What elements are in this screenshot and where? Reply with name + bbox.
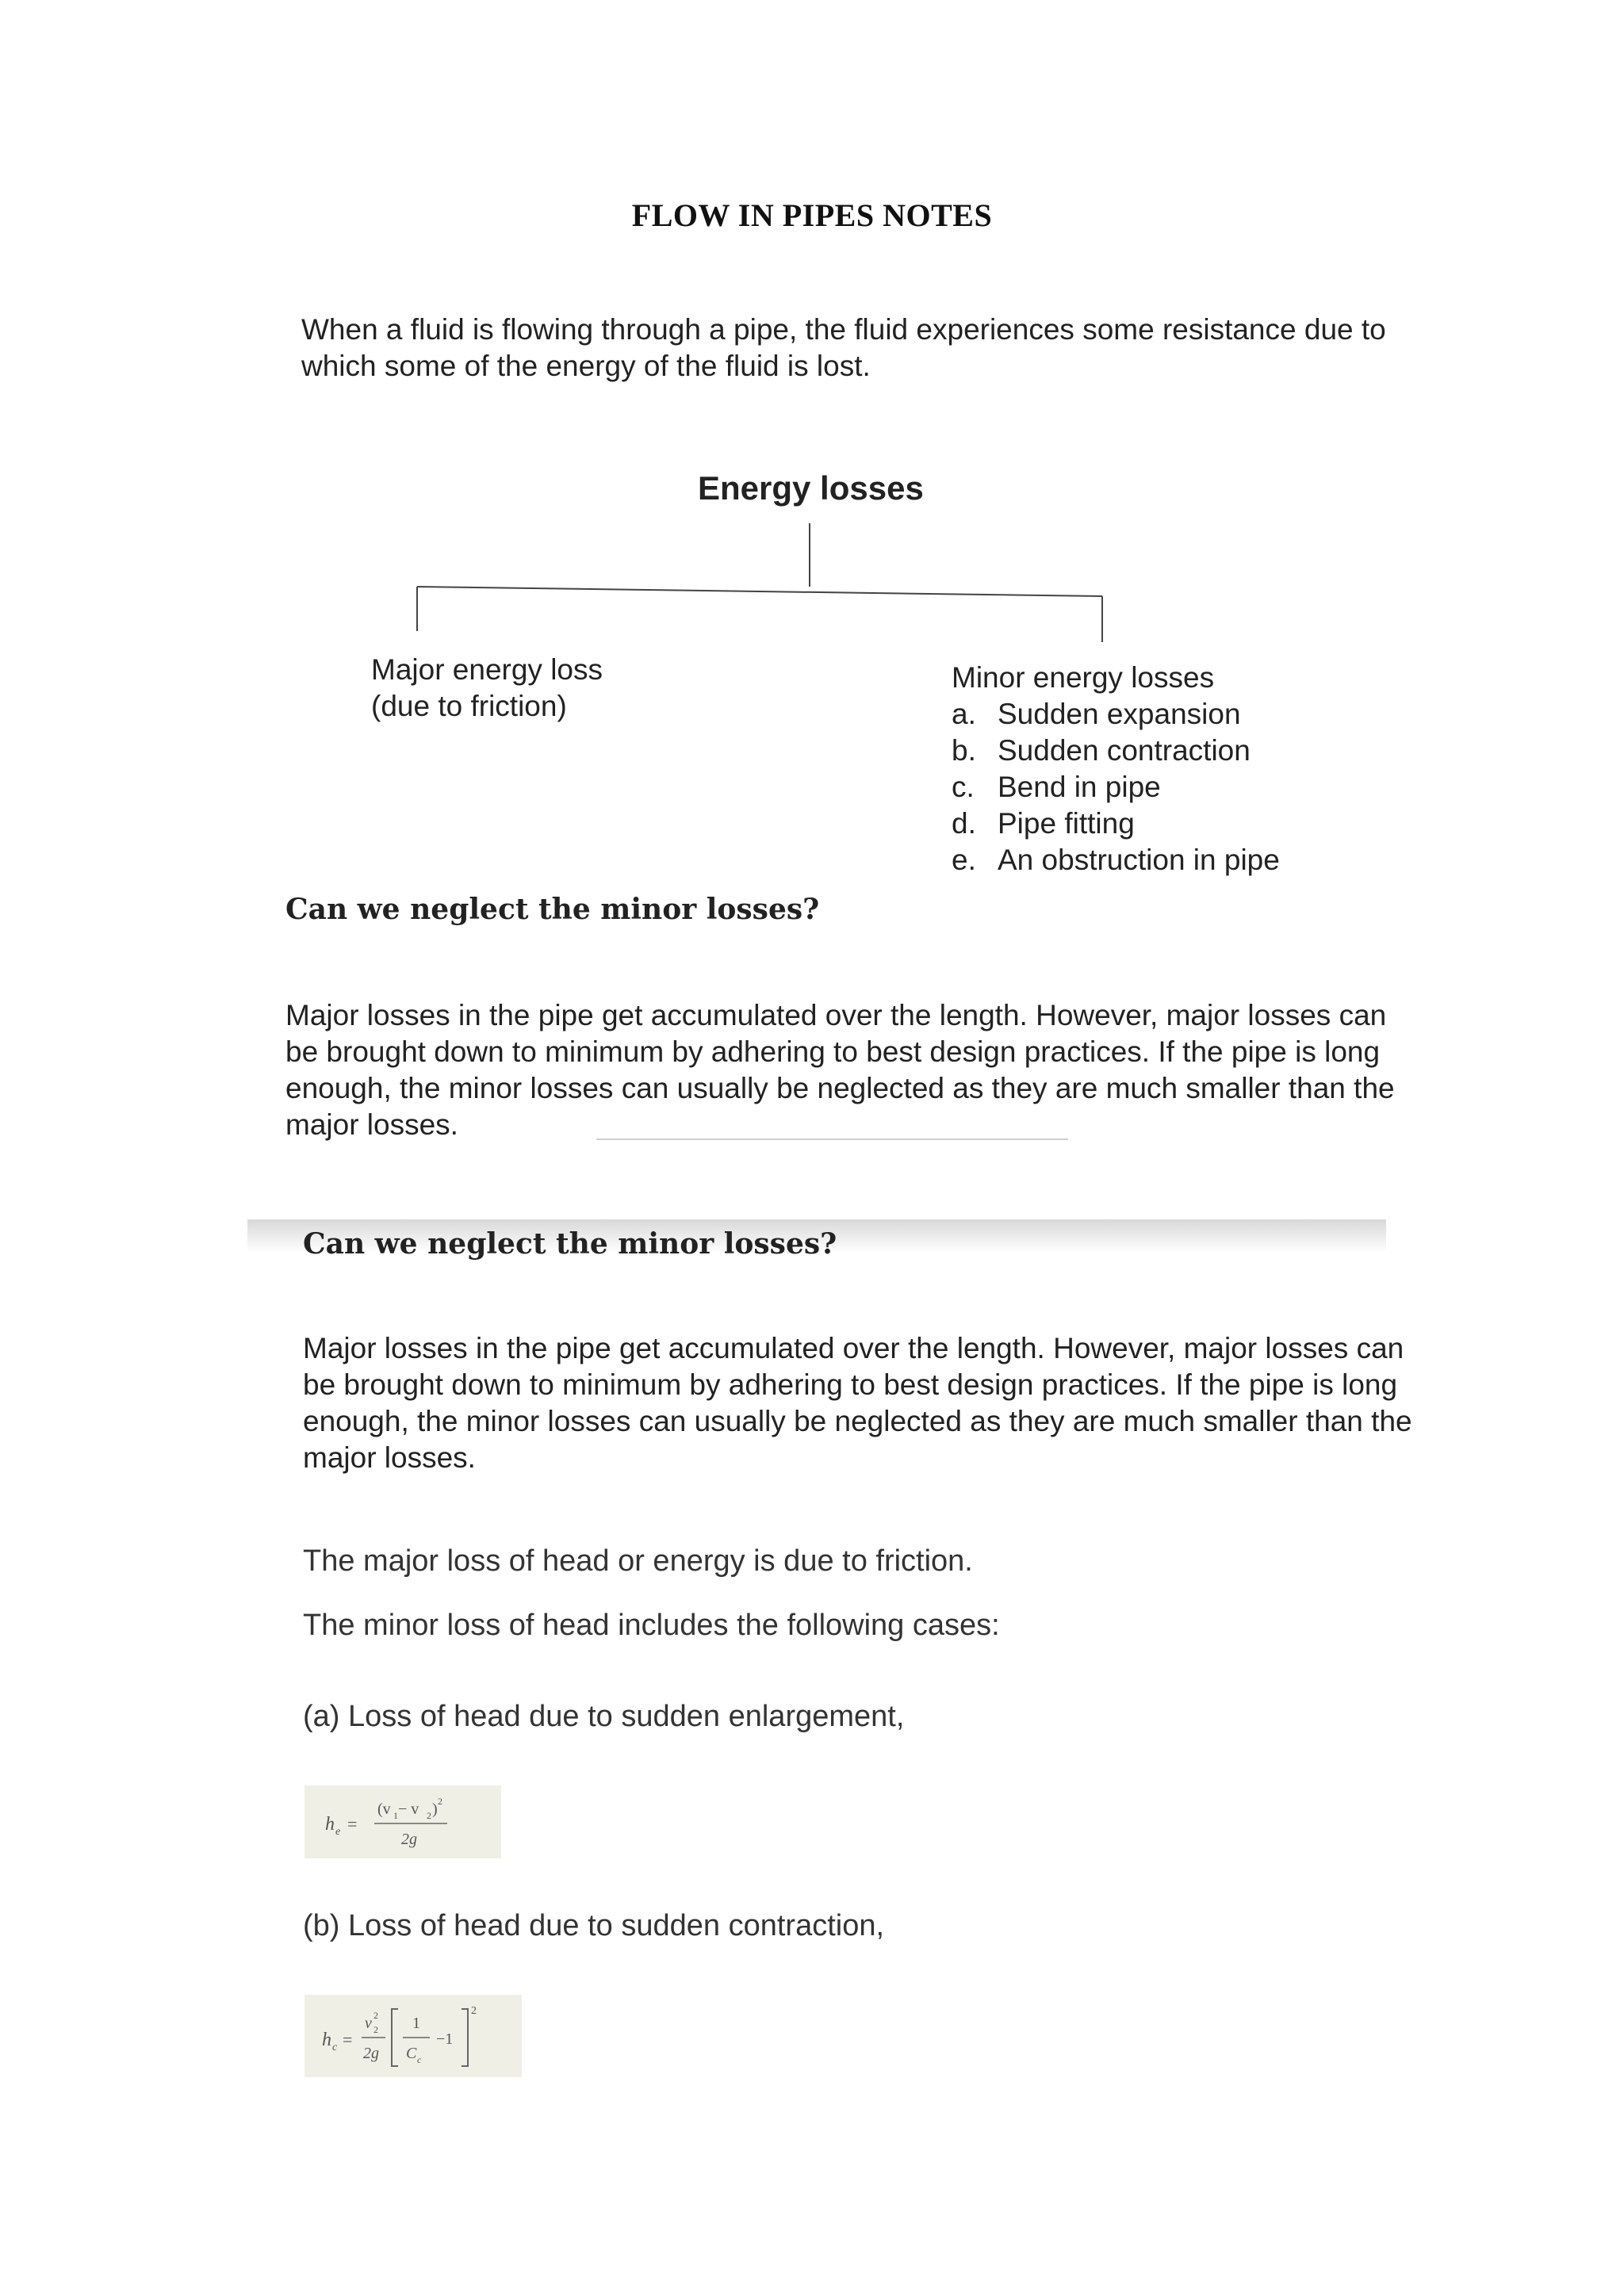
formula-enlargement-svg xyxy=(304,1785,501,1858)
formula-lhs: h xyxy=(322,2030,331,2050)
list-marker: c. xyxy=(952,771,975,803)
list-marker: d. xyxy=(952,807,976,840)
formula-sudden-enlargement xyxy=(304,1785,501,1858)
list-marker: e. xyxy=(952,844,976,876)
list-marker: b. xyxy=(952,734,976,767)
section1-underline-divider xyxy=(596,1138,1068,1140)
formula-denominator: 2g xyxy=(401,1831,417,1848)
formula-numerator-close: ) xyxy=(432,1800,438,1818)
tree-root-label: Energy losses xyxy=(698,469,924,507)
list-marker: a. xyxy=(952,698,976,730)
formula-inner-denominator: C xyxy=(406,2045,417,2062)
formula-numerator-sub1: 1 xyxy=(393,1810,398,1821)
major-energy-loss-label xyxy=(371,652,603,725)
list-item-text: Sudden contraction xyxy=(998,734,1251,767)
case-a-heading: (a) Loss of head due to sudden enlargement, xyxy=(303,1700,905,1733)
formula-numerator-sub2: 2 xyxy=(427,1810,431,1821)
list-item xyxy=(952,733,1280,769)
formula-frac-denominator: 2g xyxy=(363,2045,379,2062)
formula-numerator-mid: − v xyxy=(398,1800,419,1818)
document-title: FLOW IN PIPES NOTES xyxy=(631,197,993,233)
formula-frac-numerator-exp: 2 xyxy=(373,2010,378,2021)
list-item xyxy=(952,769,1280,806)
formula-contraction-svg xyxy=(304,1995,522,2077)
list-item-text: An obstruction in pipe xyxy=(998,844,1280,876)
formula-lhs-subscript: c xyxy=(332,2042,338,2053)
formula-lhs-subscript: e xyxy=(335,1826,341,1838)
formula-frac-numerator-sub: 2 xyxy=(373,2024,378,2035)
intro-paragraph: When a fluid is flowing through a pipe, the fluid experiences some resistance due to which some of the energy of the fluid is lost. xyxy=(301,313,1386,382)
formula-left-bracket xyxy=(392,2009,398,2066)
section2-question-heading: Can we neglect the minor losses? xyxy=(303,1227,837,1261)
formula-equals: = xyxy=(343,2030,353,2049)
major-loss-statement: The major loss of head or energy is due to friction. xyxy=(303,1544,973,1578)
formula-outer-exponent: 2 xyxy=(471,2005,477,2017)
minor-energy-losses-title: Minor energy losses xyxy=(952,661,1215,694)
list-item-text: Pipe fitting xyxy=(998,807,1135,840)
formula-numerator-open: (v xyxy=(377,1800,391,1818)
formula-lhs: h xyxy=(325,1814,335,1835)
formula-frac-numerator: v xyxy=(365,2015,372,2032)
tree-connector-lines xyxy=(0,0,1624,714)
formula-equals: = xyxy=(347,1814,358,1834)
formula-inner-denominator-sub: c xyxy=(417,2054,422,2065)
tree-horizontal-bar xyxy=(417,587,1102,596)
major-energy-loss-line2: (due to friction) xyxy=(371,690,567,722)
major-energy-loss-line1: Major energy loss xyxy=(371,653,603,686)
section1-paragraph: Major losses in the pipe get accumulated over the length. However, major losses can be brought down to minimum by adhering to best design practices. If the pipe is long enough, the minor losses can usually be neglected as they are much smaller than the major losses. xyxy=(285,999,1395,1141)
case-b-heading: (b) Loss of head due to sudden contraction, xyxy=(303,1909,885,1942)
section1-question-heading: Can we neglect the minor losses? xyxy=(285,893,820,926)
formula-inner-numerator: 1 xyxy=(412,2015,420,2032)
formula-sudden-contraction xyxy=(304,1995,522,2077)
list-item xyxy=(952,696,1280,733)
list-item xyxy=(952,806,1280,842)
list-item-text: Bend in pipe xyxy=(998,771,1161,803)
minor-loss-statement: The minor loss of head includes the following cases: xyxy=(303,1609,1000,1642)
list-item xyxy=(952,842,1280,878)
formula-minus-one: −1 xyxy=(436,2030,454,2048)
formula-right-bracket xyxy=(462,2009,468,2066)
minor-losses-list xyxy=(952,696,1280,878)
formula-numerator-exponent: 2 xyxy=(438,1796,442,1807)
list-item-text: Sudden expansion xyxy=(998,698,1241,730)
section2-paragraph: Major losses in the pipe get accumulated over the length. However, major losses can be brought down to minimum by adhering to best design practices. If the pipe is long enough, the minor losses can usually be neglected as they are much smaller than the major losses. xyxy=(303,1332,1412,1474)
